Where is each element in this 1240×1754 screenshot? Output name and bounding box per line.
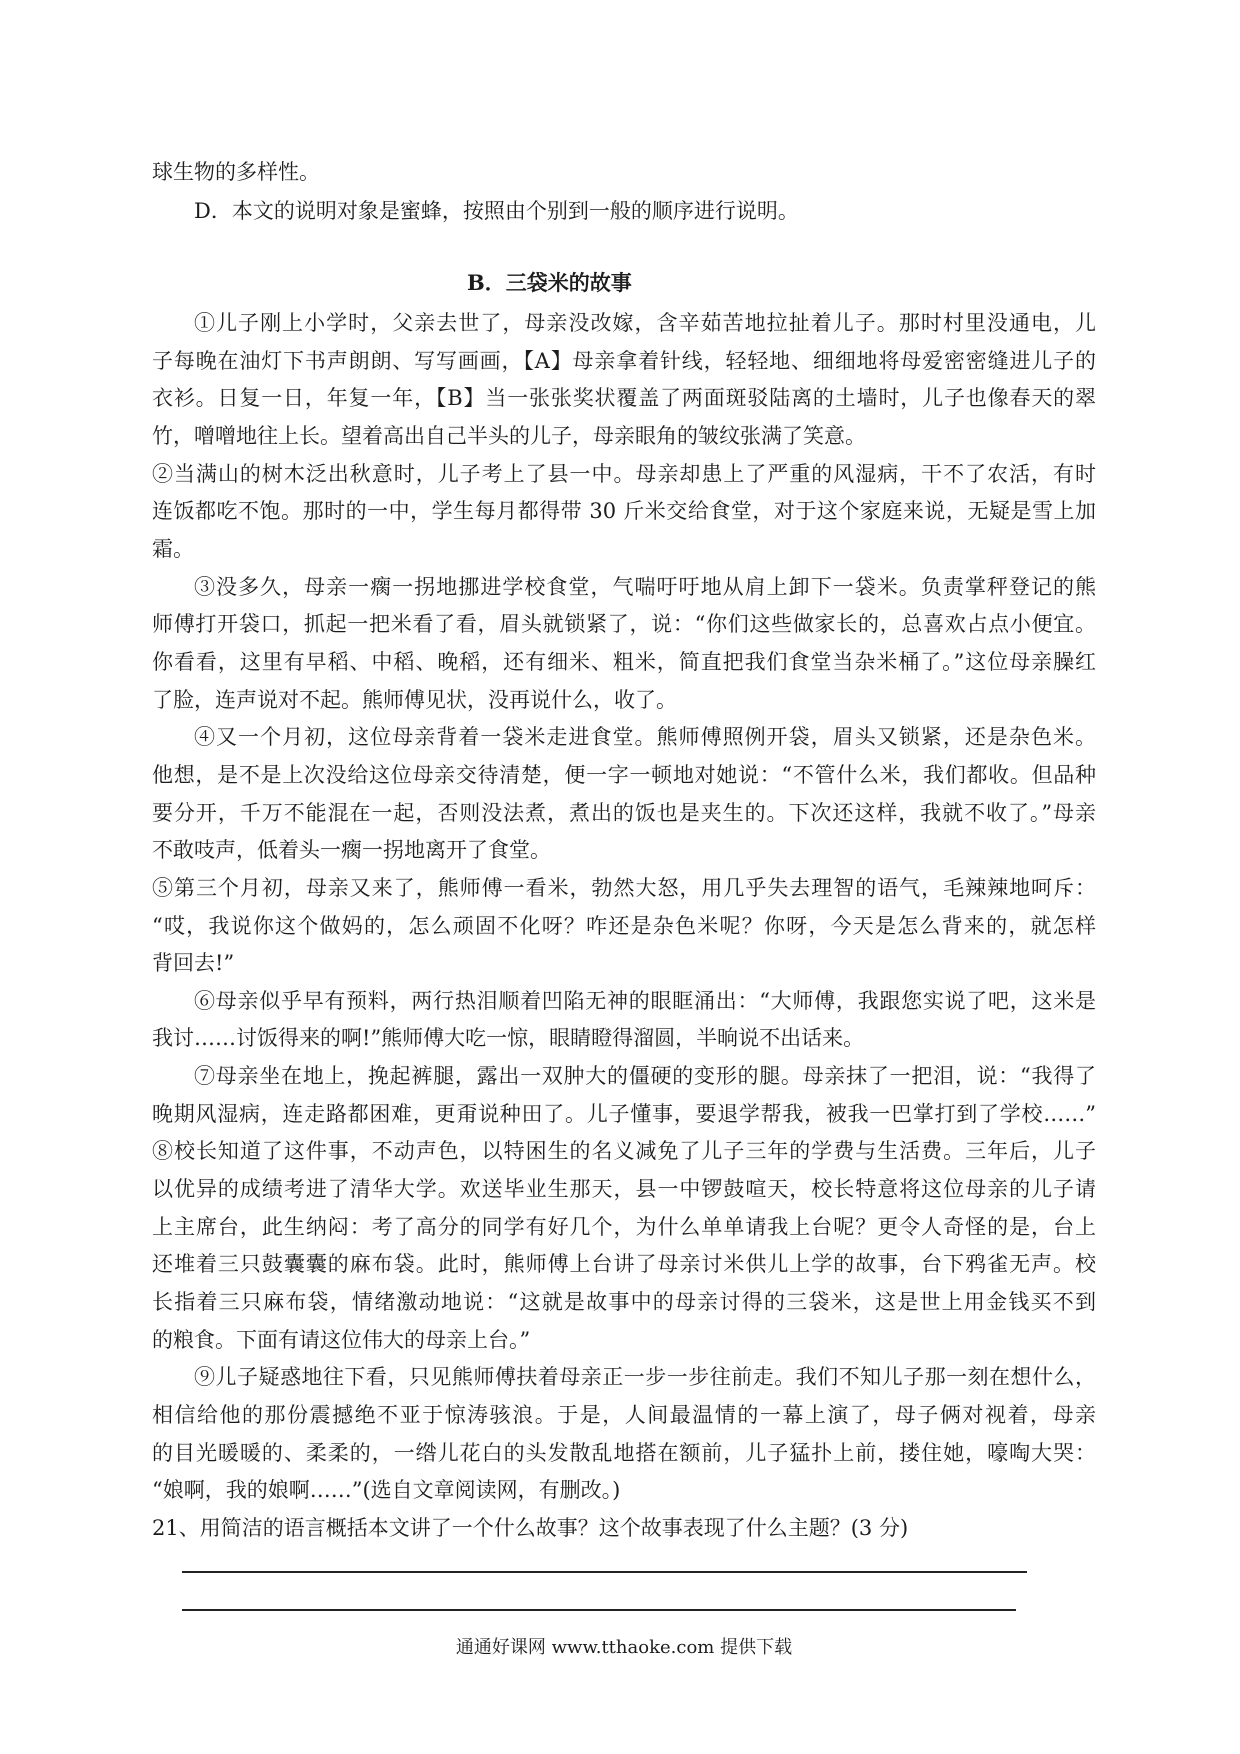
paragraph-line: 我讨……讨饭得来的啊!”熊师傅大吃一惊，眼睛瞪得溜圆，半晌说不出话来。: [152, 1026, 865, 1051]
paragraph-line: 子每晚在油灯下书声朗朗、写写画画，【A】母亲拿着针线，轻轻地、细细地将母爱密密缝进儿子的: [152, 348, 1096, 373]
paragraph-line: 的粮食。下面有请这位伟大的母亲上台。”: [152, 1327, 531, 1352]
article-body: [152, 305, 1096, 1510]
answer-line: [182, 1609, 1016, 1611]
paragraph-line: 长指着三只麻布袋，情绪激动地说：“这就是故事中的母亲讨得的三袋米，这是世上用金钱买不到: [152, 1290, 1096, 1315]
paragraph-line: 以优异的成绩考进了清华大学。欢送毕业生那天，县一中锣鼓喧天，校长特意将这位母亲的儿子请: [152, 1177, 1096, 1202]
paragraph-line: 的目光暖暖的、柔柔的，一绺儿花白的头发散乱地搭在额前，儿子猛扑上前，搂住她，嚎啕大哭：: [152, 1440, 1096, 1465]
paragraph-line: ③没多久，母亲一瘸一拐地挪进学校食堂，气喘吁吁地从肩上卸下一袋米。负责掌秤登记的熊: [194, 574, 1096, 599]
paragraph-6: [152, 983, 1096, 1058]
option-d: D．本文的说明对象是蜜蜂，按照由个别到一般的顺序进行说明。: [194, 199, 799, 223]
paragraph-line: 师傅打开袋口，抓起一把米看了看，眉头就锁紧了，说：“你们这些做家长的，总喜欢占点小便宜。: [152, 612, 1096, 637]
paragraph-9: [152, 1359, 1096, 1510]
paragraph-2: [152, 456, 1096, 569]
paragraph-line: ⑦母亲坐在地上，挽起裤腿，露出一双肿大的僵硬的变形的腿。母亲抹了一把泪，说：“我得了: [194, 1064, 1096, 1089]
paragraph-line: 不敢吱声，低着头一瘸一拐地离开了食堂。: [152, 838, 551, 863]
paragraph-line: ⑥母亲似乎早有预料，两行热泪顺着凹陷无神的眼眶涌出：“大师傅，我跟您实说了吧，这米是: [194, 988, 1096, 1013]
paragraph-line: “娘啊，我的娘啊……”(选自文章阅读网，有删改。): [152, 1478, 621, 1503]
paragraph-line: ⑨儿子疑惑地往下看，只见熊师傅扶着母亲正一步一步往前走。我们不知儿子那一刻在想什么，: [194, 1365, 1096, 1390]
paragraph-line: “哎，我说你这个做妈的，怎么顽固不化呀？咋还是杂色米呢？你呀，今天是怎么背来的，就怎样: [152, 913, 1096, 938]
footer-credit: 通通好课网 www.tthaoke.com 提供下载: [455, 1637, 793, 1658]
paragraph-line: ②当满山的树木泛出秋意时，儿子考上了县一中。母亲却患上了严重的风湿病，干不了农活，有时: [152, 461, 1096, 486]
paragraph-7: [152, 1058, 1096, 1133]
paragraph-3: [152, 569, 1096, 720]
paragraph-line: ①儿子刚上小学时，父亲去世了，母亲没改嫁，含辛茹苦地拉扯着儿子。那时村里没通电，儿: [194, 311, 1096, 335]
paragraph-line: ④又一个月初，这位母亲背着一袋米走进食堂。熊师傅照例开袋，眉头又锁紧，还是杂色米。: [194, 725, 1096, 750]
answer-line: [182, 1571, 1027, 1573]
paragraph-line: 了脸，连声说对不起。熊师傅见状，没再说什么，收了。: [152, 687, 677, 712]
paragraph-line: 背回去!”: [152, 951, 235, 976]
paragraph-5: [152, 870, 1096, 983]
paragraph-line: 要分开，千万不能混在一起，否则没法煮，煮出的饭也是夹生的。下次还这样，我就不收了。”母亲: [152, 800, 1096, 825]
paragraph-line: 衣衫。日复一日，年复一年，【B】当一张张奖状覆盖了两面斑驳陆离的土墙时，儿子也像春天的翠: [152, 386, 1096, 411]
paragraph-line: 他想，是不是上次没给这位母亲交待清楚，便一字一顿地对她说：“不管什么米，我们都收。但品种: [152, 762, 1096, 787]
paragraph-line: 连饭都吃不饱。那时的一中，学生每月都得带 30 斤米交给食堂，对于这个家庭来说，无疑是雪上加: [152, 499, 1096, 524]
paragraph-line: 霜。: [152, 536, 194, 561]
continuation-text: 球生物的多样性。: [152, 160, 320, 184]
paragraph-line: 还堆着三只鼓囊囊的麻布袋。此时，熊师傅上台讲了母亲讨米供儿上学的故事，台下鸦雀无声。校: [152, 1252, 1096, 1277]
question-21: 21、用简洁的语言概括本文讲了一个什么故事？这个故事表现了什么主题？(3 分): [152, 1516, 909, 1540]
paragraph-line: 竹，噌噌地往上长。望着高出自己半头的儿子，母亲眼角的皱纹张满了笑意。: [152, 423, 866, 448]
paragraph-line: 相信给他的那份震撼绝不亚于惊涛骇浪。于是，人间最温情的一幕上演了，母子俩对视着，母亲: [152, 1403, 1096, 1428]
paragraph-8: [152, 1133, 1096, 1359]
paragraph-line: 你看看，这里有早稻、中稻、晚稻，还有细米、粗米，简直把我们食堂当杂米桶了。”这位母亲臊红: [152, 649, 1096, 674]
paragraph-line: ⑧校长知道了这件事，不动声色，以特困生的名义减免了儿子三年的学费与生活费。三年后，儿子: [152, 1139, 1096, 1164]
paragraph-1: [152, 305, 1096, 456]
paragraph-line: 上主席台，此生纳闷：考了高分的同学有好几个，为什么单单请我上台呢？更令人奇怪的是，台上: [152, 1214, 1096, 1239]
paragraph-line: 晚期风湿病，连走路都困难，更甭说种田了。儿子懂事，要退学帮我，被我一巴掌打到了学校……”: [152, 1101, 1096, 1126]
paragraph-line: ⑤第三个月初，母亲又来了，熊师傅一看米，勃然大怒，用几乎失去理智的语气，毛辣辣地呵斥：: [152, 875, 1096, 900]
paragraph-4: [152, 719, 1096, 870]
article-title: B．三袋米的故事: [467, 270, 632, 295]
